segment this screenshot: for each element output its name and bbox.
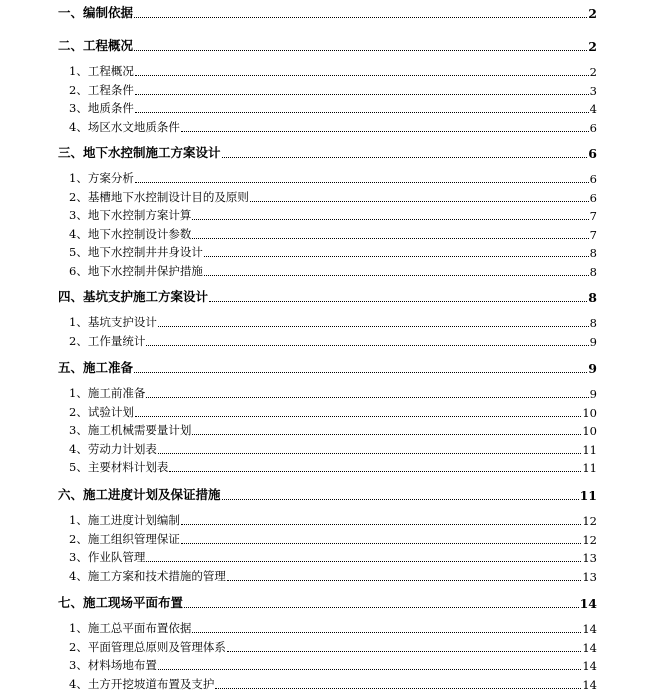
toc-subsection[interactable] <box>69 421 597 438</box>
toc-entry-number: 六、 <box>58 487 84 502</box>
toc-dot-leader <box>134 372 587 373</box>
toc-entry-title: 试验计划 <box>87 404 134 419</box>
toc-subsection[interactable] <box>69 440 597 457</box>
toc-subsection[interactable] <box>69 548 597 565</box>
toc-entry-number: 2、 <box>69 333 88 348</box>
toc-page-number: 14 <box>579 596 597 611</box>
toc-section[interactable] <box>58 36 597 54</box>
toc-dot-leader <box>135 182 589 183</box>
toc-page-number: 6 <box>589 190 597 205</box>
toc-entry-title: 劳动力计划表 <box>87 441 157 456</box>
toc-subsection[interactable] <box>69 169 597 186</box>
toc-page-number: 14 <box>582 677 597 692</box>
toc-dot-leader <box>192 238 588 239</box>
toc-entry-number: 3、 <box>69 658 88 673</box>
toc-entry-number: 1、 <box>69 386 88 400</box>
toc-dot-leader <box>184 607 579 608</box>
toc-entry-title: 作业队管理 <box>87 550 146 565</box>
toc-dot-leader <box>181 543 582 544</box>
toc-entry-number: 七、 <box>58 595 84 610</box>
toc-entry-title: 场区水文地质条件 <box>87 119 180 134</box>
toc-page-number: 8 <box>589 246 597 261</box>
toc-dot-leader <box>134 50 587 51</box>
toc-entry-title: 基坑支护设计 <box>87 315 157 329</box>
toc-section[interactable] <box>58 485 597 503</box>
toc-dot-leader <box>215 688 581 689</box>
toc-entry-number: 6、 <box>69 264 88 278</box>
toc-page-number: 10 <box>582 424 597 439</box>
toc-subsection[interactable] <box>69 458 597 475</box>
toc-section[interactable] <box>58 143 597 161</box>
toc-page-number: 2 <box>589 65 597 79</box>
toc-entry-number: 2、 <box>69 639 88 654</box>
toc-entry-title: 施工前准备 <box>87 386 146 400</box>
toc-entry-number: 二、 <box>58 38 84 53</box>
toc-dot-leader <box>222 499 579 500</box>
toc-page-number: 6 <box>588 146 597 161</box>
toc-subsection[interactable] <box>69 530 597 547</box>
toc-entry-number: 5、 <box>69 245 88 260</box>
toc-entry-number: 4、 <box>69 119 88 134</box>
toc-dot-leader <box>192 632 581 633</box>
toc-entry-title: 方案分析 <box>87 171 134 185</box>
toc-entry-title: 施工机械需要量计划 <box>87 423 192 438</box>
toc-entry-number: 1、 <box>69 513 88 527</box>
toc-entry-title: 材料场地布置 <box>87 658 157 673</box>
toc-subsection[interactable] <box>69 332 597 349</box>
toc-entry-title: 地下水控制方案计算 <box>87 208 192 223</box>
toc-entry-title: 地下水控制井井身设计 <box>87 245 203 260</box>
toc-subsection[interactable] <box>69 118 597 135</box>
toc-entry-number: 2、 <box>69 189 88 204</box>
toc-subsection[interactable] <box>69 403 597 420</box>
toc-entry-title: 施工进度计划编制 <box>87 513 180 527</box>
toc-entry-number: 4、 <box>69 226 88 241</box>
toc-entry-number: 1、 <box>69 315 88 329</box>
toc-dot-leader <box>204 275 589 276</box>
toc-entry-title: 施工总平面布置依据 <box>87 621 192 635</box>
toc-subsection[interactable] <box>69 384 597 401</box>
toc-entry-title: 地下水控制施工方案设计 <box>83 145 221 160</box>
toc-dot-leader <box>222 157 588 158</box>
toc-entry-title: 地质条件 <box>87 101 134 116</box>
toc-page-number: 12 <box>582 532 597 547</box>
toc-dot-leader <box>158 326 589 327</box>
toc-page-number: 11 <box>579 488 597 503</box>
toc-entry-number: 1、 <box>69 171 88 185</box>
toc-entry-number: 4、 <box>69 441 88 456</box>
toc-entry-title: 平面管理总原则及管理体系 <box>87 639 226 654</box>
toc-subsection[interactable] <box>69 62 597 79</box>
toc-dot-leader <box>135 94 589 95</box>
toc-page-number: 9 <box>589 334 597 349</box>
toc-page-number: 7 <box>589 227 597 242</box>
toc-entry-number: 3、 <box>69 423 88 438</box>
toc-entry-title: 施工进度计划及保证措施 <box>83 487 221 502</box>
toc-subsection[interactable] <box>69 313 597 330</box>
toc-dot-leader <box>169 471 581 472</box>
toc-entry-number: 一、 <box>58 5 84 20</box>
toc-entry-title: 工程概况 <box>87 64 134 78</box>
toc-page-number: 11 <box>582 442 597 457</box>
toc-entry-title: 施工准备 <box>83 360 134 375</box>
toc-section[interactable] <box>58 358 597 376</box>
toc-subsection[interactable] <box>69 675 597 692</box>
toc-page-number: 6 <box>589 120 597 135</box>
toc-entry-title: 工作量统计 <box>87 333 146 348</box>
toc-dot-leader <box>146 345 588 346</box>
toc-page-number: 8 <box>589 265 597 279</box>
toc-entry-title: 基槽地下水控制设计目的及原则 <box>87 189 249 204</box>
toc-entry-title: 施工方案和技术措施的管理 <box>87 568 226 583</box>
toc-subsection[interactable] <box>69 262 597 279</box>
toc-subsection[interactable] <box>69 225 597 242</box>
toc-page-number: 14 <box>582 640 597 655</box>
toc-dot-leader <box>135 416 582 417</box>
toc-entry-number: 2、 <box>69 82 88 97</box>
toc-page-number: 9 <box>588 361 597 376</box>
toc-entry-number: 2、 <box>69 404 88 419</box>
toc-page-number: 6 <box>589 172 597 186</box>
toc-subsection[interactable] <box>69 567 597 584</box>
toc-page-number: 13 <box>582 551 597 566</box>
toc-entry-number: 4、 <box>69 568 88 583</box>
toc-entry-number: 2、 <box>69 531 88 546</box>
toc-entry-title: 施工组织管理保证 <box>87 531 180 546</box>
toc-entry-number: 1、 <box>69 64 88 78</box>
toc-subsection[interactable] <box>69 188 597 205</box>
toc-dot-leader <box>146 561 581 562</box>
toc-page-number: 13 <box>582 569 597 584</box>
toc-entry-title: 施工现场平面布置 <box>83 595 184 610</box>
toc-entry-title: 工程条件 <box>87 82 134 97</box>
toc-subsection[interactable] <box>69 619 597 636</box>
toc-dot-leader <box>192 434 581 435</box>
toc-dot-leader <box>158 453 582 454</box>
toc-dot-leader <box>227 651 582 652</box>
toc-subsection[interactable] <box>69 99 597 116</box>
toc-section[interactable] <box>58 593 597 611</box>
toc-entry-title: 主要材料计划表 <box>87 460 169 475</box>
toc-entry-title: 工程概况 <box>83 38 134 53</box>
toc-page-number: 14 <box>582 659 597 674</box>
toc-entry-number: 4、 <box>69 676 88 691</box>
toc-page-number: 14 <box>582 622 597 636</box>
toc-entry-number: 3、 <box>69 101 88 116</box>
toc-entry-number: 5、 <box>69 460 88 475</box>
toc-page-number: 4 <box>589 102 597 117</box>
toc-entry-number: 四、 <box>58 289 84 304</box>
toc-entry-number: 五、 <box>58 360 84 375</box>
toc-section[interactable] <box>58 287 597 305</box>
toc-subsection[interactable] <box>69 81 597 98</box>
toc-dot-leader <box>181 131 589 132</box>
toc-entry-number: 三、 <box>58 145 84 160</box>
toc-page-number: 9 <box>589 387 597 401</box>
toc-subsection[interactable] <box>69 656 597 673</box>
toc-dot-leader <box>227 580 582 581</box>
toc-entry-number: 3、 <box>69 208 88 223</box>
toc-dot-leader <box>181 524 582 525</box>
toc-entry-title: 编制依据 <box>83 5 134 20</box>
toc-dot-leader <box>204 256 589 257</box>
toc-page-number: 11 <box>582 461 597 476</box>
toc-dot-leader <box>135 75 589 76</box>
toc-dot-leader <box>135 112 589 113</box>
toc-entry-title: 地下水控制井保护措施 <box>87 264 203 278</box>
toc-dot-leader <box>134 17 587 18</box>
toc-page-number: 12 <box>582 514 597 528</box>
toc-entry-number: 3、 <box>69 550 88 565</box>
toc-page-number: 8 <box>589 316 597 330</box>
toc-entry-title: 地下水控制设计参数 <box>87 226 192 241</box>
toc-page-number: 2 <box>588 6 597 21</box>
toc-subsection[interactable] <box>69 243 597 260</box>
toc-subsection[interactable] <box>69 511 597 528</box>
toc-page-number: 7 <box>589 209 597 224</box>
toc-dot-leader <box>192 219 588 220</box>
toc-dot-leader <box>209 301 587 302</box>
toc-dot-leader <box>146 397 588 398</box>
toc-section[interactable] <box>58 3 597 21</box>
toc-dot-leader <box>158 669 582 670</box>
toc-subsection[interactable] <box>69 206 597 223</box>
toc-dot-leader <box>250 201 589 202</box>
toc-page-number: 2 <box>588 39 597 54</box>
toc-page-number: 8 <box>588 290 597 305</box>
toc-page-number: 3 <box>589 83 597 98</box>
toc-page-number: 10 <box>582 405 597 420</box>
toc-entry-number: 1、 <box>69 621 88 635</box>
toc-entry-title: 土方开挖坡道布置及支护 <box>87 676 215 691</box>
toc-subsection[interactable] <box>69 638 597 655</box>
toc-entry-title: 基坑支护施工方案设计 <box>83 289 209 304</box>
